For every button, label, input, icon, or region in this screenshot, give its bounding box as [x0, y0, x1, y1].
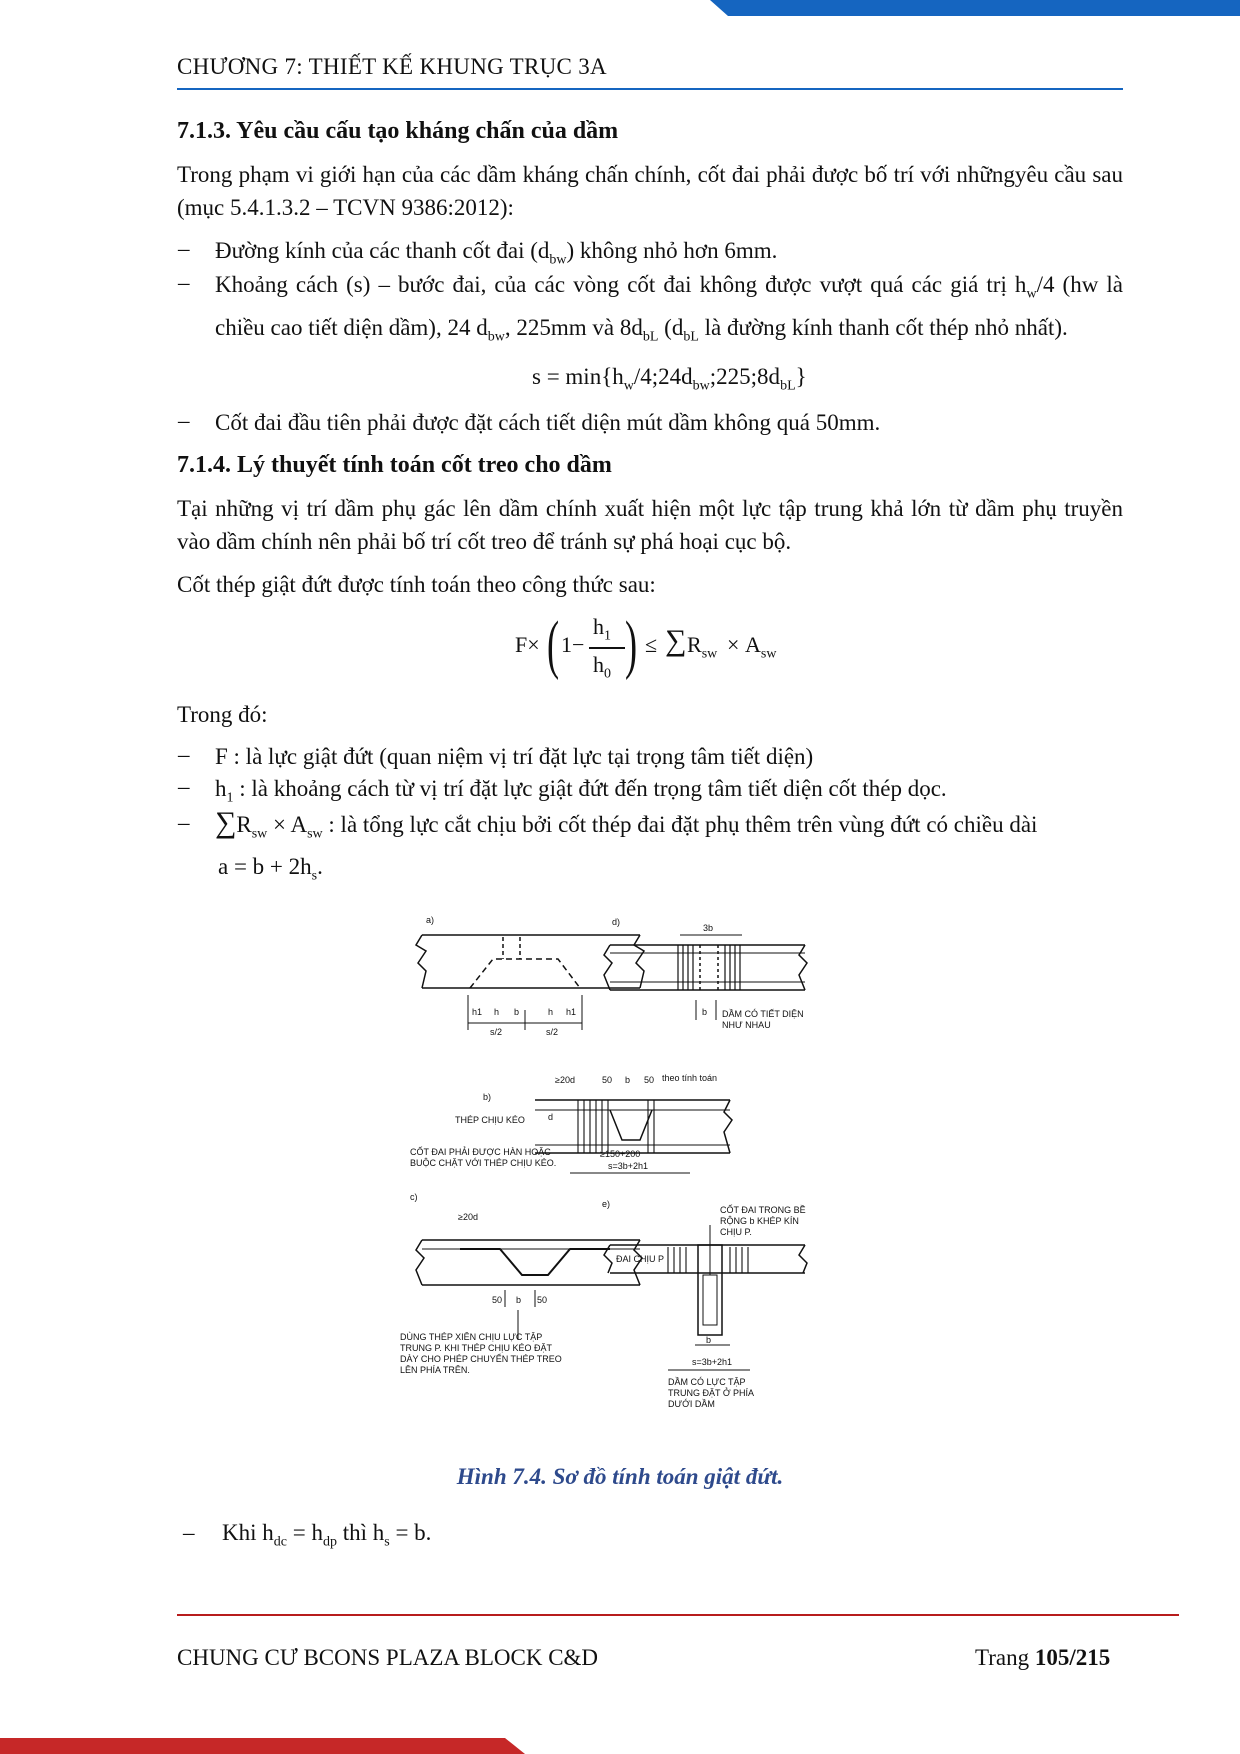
svg-text:≥150+200: ≥150+200 [600, 1149, 641, 1159]
bullet-diameter: Đường kính của các thanh cốt đai $(d_{bw})$ không nhỏ hơn 6mm. [215, 238, 778, 268]
chapter-title: CHƯƠNG 7: THIẾT KẾ KHUNG TRỤC 3A [177, 54, 607, 79]
svg-text:BUỘC CHẶT VỚI THÉP CHỊU KÉO.: BUỘC CHẶT VỚI THÉP CHỊU KÉO. [410, 1158, 557, 1168]
footer-project: CHUNG CƯ BCONS PLAZA BLOCK C&D [177, 1645, 599, 1670]
diagram-a-label: a) [426, 915, 435, 925]
svg-text:LÊN PHÍA TRÊN.: LÊN PHÍA TRÊN. [400, 1365, 470, 1375]
section-714-heading: 7.1.4. Lý thuyết tính toán cốt treo cho dầm [177, 452, 612, 478]
diagram-c-label: c) [410, 1192, 418, 1202]
svg-text:DƯỚI DẦM: DƯỚI DẦM [668, 1399, 715, 1409]
paren-right: ) [625, 608, 638, 681]
diagram-b-label: b) [483, 1092, 492, 1102]
svg-text:50: 50 [602, 1075, 613, 1085]
svg-text:DẦM CÓ LỰC TẬP: DẦM CÓ LỰC TẬP [668, 1377, 746, 1387]
figure-caption: Hình 7.4. Sơ đồ tính toán giật đứt. [456, 1464, 784, 1489]
bullet-dash: – [183, 1520, 195, 1545]
hanger-formula: F× ( 1− $h_1$ $h_0$ ) ≤ ∑ $R_{sw}$ × $A_{sw}$ [515, 608, 777, 682]
svg-text:3b: 3b [703, 923, 714, 933]
svg-text:h: h [494, 1007, 500, 1017]
diagram-d [604, 923, 807, 1030]
svg-text:h1: h1 [472, 1007, 483, 1017]
svg-text:CHỊU P.: CHỊU P. [720, 1227, 752, 1237]
svg-text:h1: h1 [566, 1007, 577, 1017]
svg-text:s=3b+2h1: s=3b+2h1 [692, 1357, 733, 1367]
bullet-dash: – [178, 236, 190, 261]
section-713-intro: Trong phạm vi giới hạn của các dầm kháng chấn chính, cốt đai phải được bố trí với nhữngyêu cầu sau (mục 5.4.1.3.2 – TCVN 9386:2012): [177, 162, 1123, 220]
bullet-dash: – [178, 742, 190, 767]
svg-text:THÉP CHỊU KÉO: THÉP CHỊU KÉO [455, 1115, 525, 1125]
diagram-c [400, 1212, 642, 1375]
svg-text:TRUNG ĐẶT Ở PHÍA: TRUNG ĐẶT Ở PHÍA [668, 1388, 755, 1398]
svg-text:s/2: s/2 [490, 1027, 503, 1037]
svg-text:50: 50 [644, 1075, 655, 1085]
svg-text:50: 50 [492, 1295, 503, 1305]
fraction-bar [589, 647, 625, 649]
svg-text:50: 50 [537, 1295, 548, 1305]
bottom-accent-stripe [0, 1734, 1240, 1754]
svg-text:h: h [548, 1007, 554, 1017]
bullet-equal-heights: Khi $h_{dc} = h_{dp}$ thì $h_s = b$. [222, 1520, 432, 1550]
svg-text:b: b [706, 1335, 712, 1345]
def-sum: $\sum R_{sw} \times A_{sw}$ : là tổng lực cắt chịu bởi cốt thép đai đặt phụ thêm trên vùng đứt có chiều dài [215, 806, 1038, 842]
section-713-heading: 7.1.3. Yêu cầu cấu tạo kháng chấn của dầm [177, 118, 619, 144]
svg-text:theo tính toán: theo tính toán [662, 1073, 718, 1083]
svg-text:DẦM CÓ TIẾT DIỆN: DẦM CÓ TIẾT DIỆN [722, 1009, 804, 1019]
svg-text:s=3b+2h1: s=3b+2h1 [608, 1161, 649, 1171]
svg-text:d: d [548, 1112, 554, 1122]
footer-page: Trang 105/215 [975, 1645, 1111, 1670]
paren-left: ( [547, 608, 560, 681]
svg-text:b: b [514, 1007, 520, 1017]
svg-text:≥20d: ≥20d [458, 1212, 478, 1222]
svg-text:CỐT ĐAI TRONG BỀ: CỐT ĐAI TRONG BỀ [720, 1205, 806, 1215]
bullet-dash: – [178, 774, 190, 799]
svg-text:NHƯ NHAU: NHƯ NHAU [722, 1020, 771, 1030]
diagram-e-label: e) [602, 1199, 611, 1209]
def-a-length: $a = b + 2h_s$. [218, 854, 323, 884]
svg-text:DÙNG THÉP XIÊN CHỊU LỰC TẬP: DÙNG THÉP XIÊN CHỊU LỰC TẬP [400, 1332, 543, 1342]
svg-text:RỘNG b KHÉP KÍN: RỘNG b KHÉP KÍN [720, 1216, 799, 1226]
bullet-dash: – [178, 408, 190, 433]
footer-rule [177, 1614, 1179, 1616]
svg-text:≥20d: ≥20d [555, 1075, 575, 1085]
spacing-formula: $s = \min\{h_w/4;24d_{bw};225;8d_{bL}\}$ [532, 364, 807, 394]
section-714-para2: Cốt thép giật đứt được tính toán theo công thức sau: [177, 572, 656, 597]
svg-text:b: b [702, 1007, 708, 1017]
svg-text:s/2: s/2 [546, 1027, 559, 1037]
header-rule [177, 88, 1123, 90]
svg-text:DÀY CHO PHÉP CHUYỂN THÉP TREO: DÀY CHO PHÉP CHUYỂN THÉP TREO [400, 1354, 562, 1364]
svg-text:CỐT ĐAI PHẢI ĐƯỢC HÀN HOẶC: CỐT ĐAI PHẢI ĐƯỢC HÀN HOẶC [410, 1147, 551, 1157]
svg-text:ĐAI CHỊU P: ĐAI CHỊU P [616, 1254, 665, 1264]
section-714-para1: Tại những vị trí dầm phụ gác lên dầm chính xuất hiện một lực tập trung khả lớn từ dầm phụ truyền vào dầm chính nên phải bố trí cốt treo để tránh sự phá hoại cục bộ. [177, 496, 1123, 554]
where-label: Trong đó: [177, 702, 268, 727]
def-force: F : là lực giật đứt (quan niệm vị trí đặt lực tại trọng tâm tiết diện) [215, 744, 814, 769]
bullet-dash: – [178, 810, 190, 835]
def-h1: $h_1$ : là khoảng cách từ vị trí đặt lực giật đứt đến trọng tâm tiết diện cốt thép dọc. [215, 776, 947, 806]
svg-text:TRUNG P. KHI THÉP CHỊU KÉO ĐẶT: TRUNG P. KHI THÉP CHỊU KÉO ĐẶT [400, 1343, 553, 1353]
diagram-d-label: d) [612, 917, 621, 927]
svg-text:b: b [516, 1295, 522, 1305]
top-accent-stripe [0, 0, 1240, 20]
bullet-first-stirrup: Cốt đai đầu tiên phải được đặt cách tiết diện mút dầm không quá 50mm. [215, 410, 881, 435]
svg-text:b: b [625, 1075, 631, 1085]
bullet-spacing: Khoảng cách (s) – bước đai, của các vòng cốt đai không được vượt quá các giá trị $h_w/4$ (hw là chiều cao tiết diện dầm), 24 $d_{bw}$, 225mm và $8d_{bL}$ ($d_{bL}$ là đường kính thanh cốt thép nhỏ nhất). [215, 272, 1123, 345]
diagram-e [604, 1204, 807, 1409]
diagram-a [416, 935, 644, 1037]
bullet-dash: – [178, 270, 190, 295]
figure-hanger-diagrams [400, 895, 940, 1440]
diagram-b [410, 1073, 732, 1173]
